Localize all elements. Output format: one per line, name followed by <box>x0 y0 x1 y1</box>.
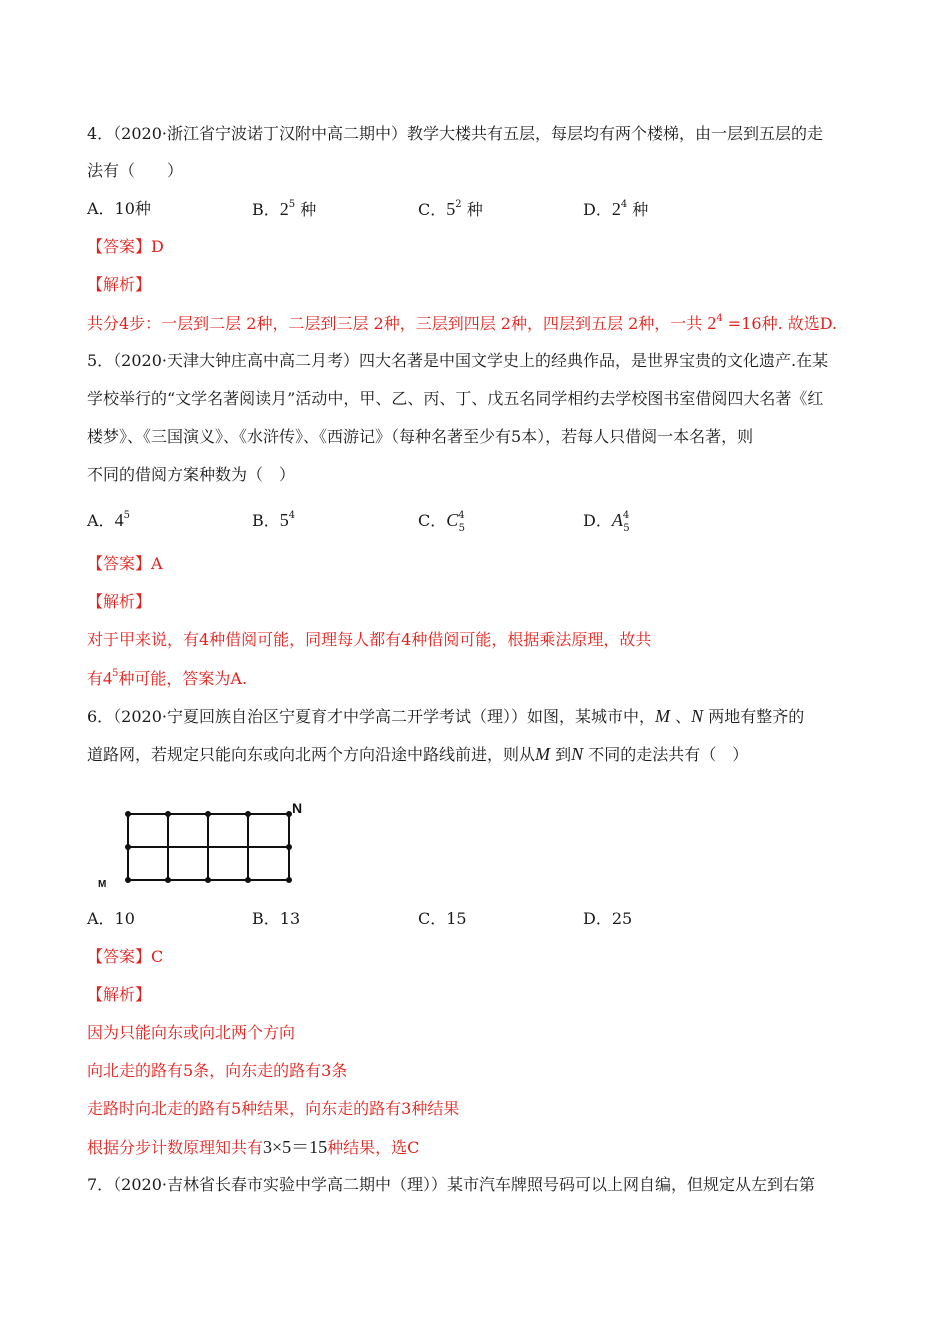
grid-node <box>245 811 251 817</box>
q5-option-d: D．$A^4_5$ <box>583 510 630 534</box>
q6-answer: 【答案】C <box>87 947 164 966</box>
q5-stem-line4: 不同的借阅方案种数为（ ） <box>87 465 296 484</box>
q5-stem-line2: 学校举行的“文学名著阅读月”活动中，甲、乙、丙、丁、戊五名同学相约去学校图书室借阅四大名著《红 <box>87 389 824 408</box>
q5-stem-line1: 5．（2020·天津大钟庄高中高二月考）四大名著是中国文学史上的经典作品，是世界宝贵的文化遗产.在某 <box>87 351 829 370</box>
q6-option-a: A．10 <box>87 909 135 928</box>
q6-analysis-line1: 因为只能向东或向北两个方向 <box>87 1023 296 1042</box>
q6-option-c: C．15 <box>418 909 467 928</box>
grid-node <box>125 877 131 883</box>
q6-analysis-title: 【解析】 <box>87 985 152 1004</box>
grid-label-n: N <box>292 800 303 816</box>
q5-analysis-line1: 对于甲来说，有4种借阅可能，同理每人都有4种借阅可能，根据乘法原理，故共 <box>87 630 652 649</box>
grid-node <box>125 811 131 817</box>
q6-analysis-line2: 向北走的路有5条，向东走的路有3条 <box>87 1061 348 1080</box>
q6-stem-line2: 道路网，若规定只能向东或向北两个方向沿途中路线前进，则从M 到N 不同的走法共有（ ） <box>87 744 749 764</box>
grid-node <box>165 877 171 883</box>
q5-analysis-line2: 有$4^5$种可能，答案为A. <box>87 668 248 688</box>
q4-stem-line2: 法有（ ） <box>87 161 184 180</box>
grid-node <box>205 877 211 883</box>
q4-option-c: C．$5^2$ 种 <box>418 199 483 219</box>
q4-stem-line1: 4．（2020·浙江省宁波诺丁汉附中高二期中）教学大楼共有五层，每层均有两个楼梯，由一层到五层的走 <box>87 124 823 143</box>
q5-option-a: A．$4^5$ <box>87 510 130 530</box>
grid-node <box>245 877 251 883</box>
q4-analysis-title: 【解析】 <box>87 275 152 294</box>
q4-option-a: A．10种 <box>87 199 151 218</box>
q5-answer: 【答案】A <box>87 554 163 573</box>
q7-stem-line1: 7．（2020·吉林省长春市实验中学高二期中（理））某市汽车牌照号码可以上网自编，但规定从左到右第 <box>87 1175 815 1194</box>
grid-node <box>205 811 211 817</box>
road-grid-figure <box>96 796 316 896</box>
grid-label-m: M <box>98 879 107 890</box>
grid-node <box>165 811 171 817</box>
grid-node <box>286 877 292 883</box>
q6-analysis-line3: 走路时向北走的路有5种结果，向东走的路有3种结果 <box>87 1099 460 1118</box>
grid-node <box>125 844 131 850</box>
q5-analysis-title: 【解析】 <box>87 592 152 611</box>
q4-answer: 【答案】D <box>87 237 164 256</box>
q6-analysis-line4: 根据分步计数原理知共有3×5＝15种结果，选C <box>87 1137 420 1157</box>
q5-option-b: B．$5^4$ <box>252 510 296 530</box>
q5-option-c: C．$C^4_5$ <box>418 510 466 534</box>
q6-stem-line1: 6．（2020·宁夏回族自治区宁夏育才中学高二开学考试（理））如图，某城市中，M 、N 两地有整齐的 <box>87 706 805 726</box>
q6-option-d: D．25 <box>583 909 633 928</box>
q5-stem-line3: 楼梦》、《三国演义》、《水浒传》、《西游记》（每种名著至少有5本），若每人只借阅一本名著，则 <box>87 427 754 446</box>
q6-option-b: B．13 <box>252 909 301 928</box>
q4-option-b: B．$2^5$ 种 <box>252 199 317 219</box>
q4-option-d: D．$2^4$ 种 <box>583 199 649 219</box>
q4-analysis: 共分4步：一层到二层 2种，二层到三层 2种，三层到四层 2种，四层到五层 2种，一共 $2^4 =16$种. 故选D. <box>87 313 838 333</box>
grid-node <box>286 844 292 850</box>
